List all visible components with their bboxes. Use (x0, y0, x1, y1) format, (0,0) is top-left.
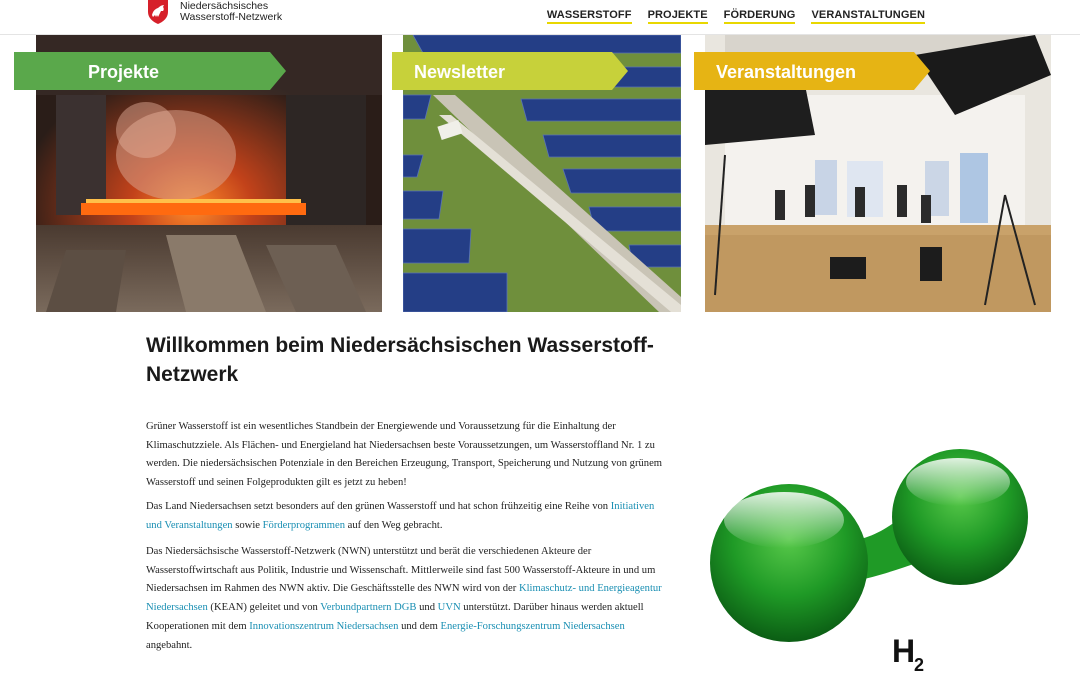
brand-line-2: Wasserstoff-Netzwerk (180, 11, 283, 23)
link-innovationszentrum[interactable]: Innovationszentrum Niedersachsen (249, 620, 399, 632)
p3-text-2: (KEAN) geleitet und von (207, 602, 321, 614)
lower-saxony-horse-logo-icon[interactable] (146, 0, 170, 24)
h2-label: H (892, 633, 916, 669)
link-energie-forschungszentrum[interactable]: Energie-Forschungszentrum Niedersachsen (440, 620, 625, 632)
tile-label-projekte[interactable]: Projekte (88, 62, 160, 82)
nav-link-projekte[interactable]: PROJEKTE (648, 9, 708, 24)
hydrogen-molecule-illustration (700, 440, 1040, 675)
nav-link-veranstaltungen[interactable]: VERANSTALTUNGEN (811, 9, 925, 24)
brand-line-1: Niedersächsisches (180, 0, 269, 12)
p3-text-6: angebahnt. (146, 639, 193, 651)
tile-label-newsletter[interactable]: Newsletter (414, 62, 506, 82)
tile-label-veranstaltungen[interactable]: Veranstaltungen (716, 62, 857, 82)
nav-link-wasserstoff[interactable]: WASSERSTOFF (547, 9, 632, 24)
link-foerderprogrammen[interactable]: Förderprogrammen (262, 519, 345, 531)
p3-text-1: Das Niedersächsische Wasserstoff-Netzwerk (NWN) unterstützt und berät die verschiedenen Akteure der Wasserstoffwirtschaft aus Politik, Industrie und Wissenschaft. Mittlerweile sind fast 500 Wasserstoff-Akteure in und um Niedersachsen im Rahmen des NWN aktiv. Die Geschäftsstelle des NWN wird von der (146, 546, 656, 595)
p2-text-3: auf den Weg gebracht. (345, 519, 443, 531)
paragraph-land-niedersachsen (146, 498, 662, 535)
link-uvn[interactable]: UVN (437, 602, 461, 614)
intro-paragraph: Grüner Wasserstoff ist ein wesentliches Standbein der Energiewende und Voraussetzung für die Einhaltung der Klimaschutzziele. Als Flächen- und Energieland hat Niedersachsen beste Voraussetzungen, um Wasserstoffland Nr. 1 zu werden. Die niedersächsischen Potenziale in den Bereichen Erzeugung, Transport, Speicherung und Nutzung von grünem Wasserstoff und seinen Folgeprodukten gilt es jetzt zu heben! (146, 421, 663, 489)
link-initiativen-und-veranstaltungen[interactable]: Initiativen und Veranstaltungen (146, 501, 655, 531)
p2-text-2: sowie (232, 519, 263, 531)
h2-subscript: 2 (914, 655, 925, 675)
link-verbundpartner-dgb[interactable]: Verbundpartnern DGB (320, 602, 417, 614)
site-header (0, 0, 1080, 35)
p3-text-4: unterstützt. Darüber hinaus werden aktuell Kooperationen mit dem (146, 602, 644, 632)
p3-text-5: und dem (398, 620, 441, 632)
brand-name[interactable] (180, 1, 282, 23)
page-title: Willkommen beim Niedersächsischen Wasserstoff-Netzwerk (146, 334, 654, 386)
nav-link-foerderung[interactable]: FÖRDERUNG (724, 9, 796, 24)
main-navigation (547, 9, 925, 24)
p3-text-3: und (416, 602, 438, 614)
link-kean[interactable]: Klimaschutz- und Energieagentur Niedersachsen (146, 583, 662, 614)
p2-text-1: Das Land Niedersachsen setzt besonders auf den grünen Wasserstoff und hat schon frühzeitig eine Reihe von (146, 501, 611, 512)
paragraph-nwn (146, 543, 662, 655)
